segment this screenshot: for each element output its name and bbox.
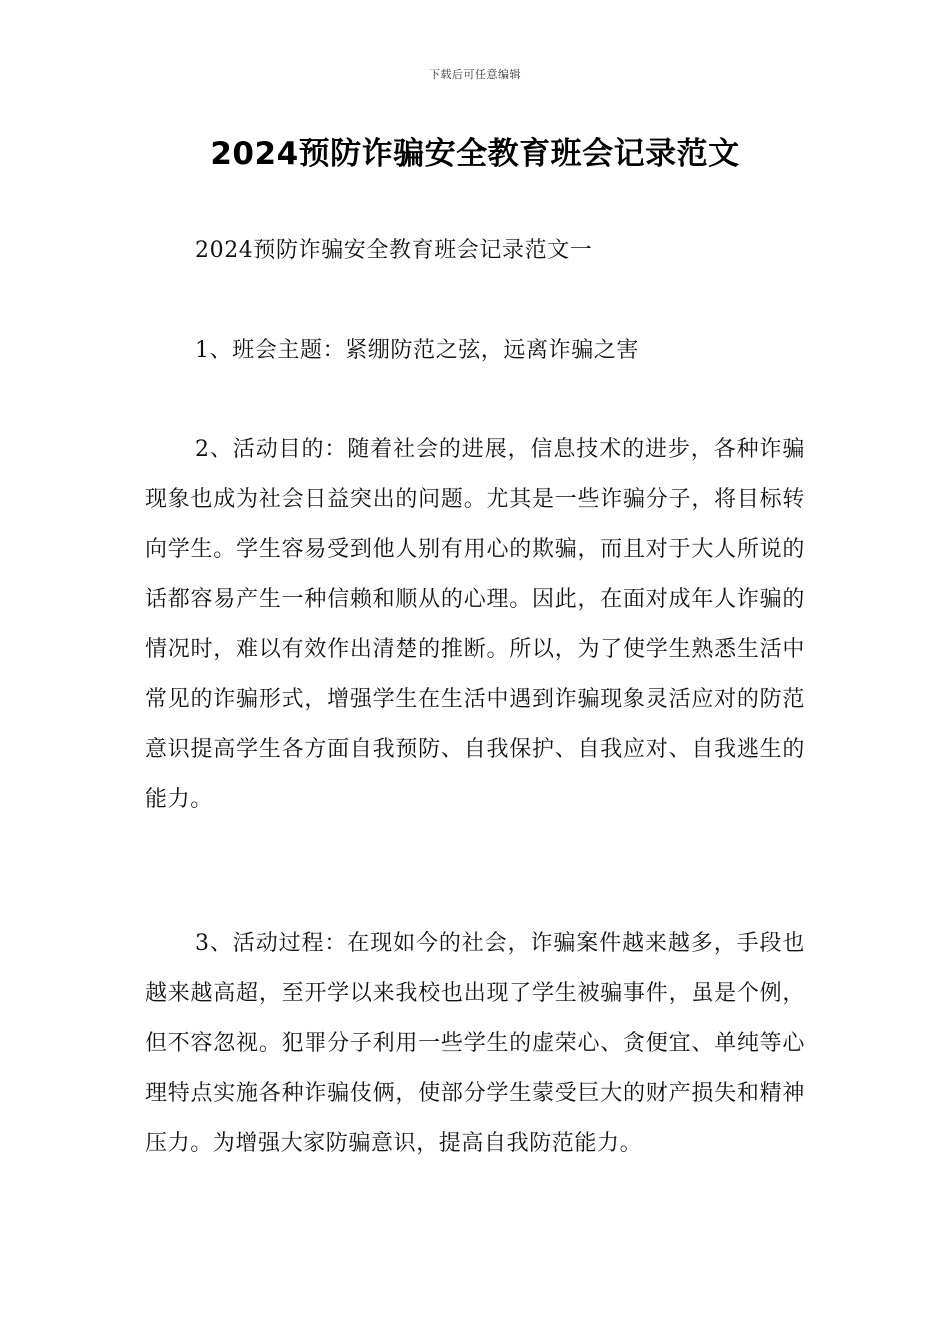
paragraph-activity-process: 3、活动过程：在现如今的社会，诈骗案件越来越多，手段也越来越高超，至开学以来我校也出现了学生被骗事件，虽是个例，但不容忽视。犯罪分子利用一些学生的虚荣心、贪便宜、单纯等心理特点实施各种诈骗伎俩，使部分学生蒙受巨大的财产损失和精神压力。为增强大家防骗意识，提高自我防范能力。 (145, 931, 805, 1156)
document-subtitle: 2024预防诈骗安全教育班会记录范文一 (195, 238, 593, 263)
paragraph-class-theme: 1、班会主题：紧绷防范之弦，远离诈骗之害 (195, 338, 639, 363)
header-note: 下载后可任意编辑 (429, 68, 521, 81)
paragraph-activity-purpose: 2、活动目的：随着社会的进展，信息技术的进步，各种诈骗现象也成为社会日益突出的问题。尤其是一些诈骗分子，将目标转向学生。学生容易受到他人别有用心的欺骗，而且对于大人所说的话都容易产生一种信赖和顺从的心理。因此，在面对成年人诈骗的情况时，难以有效作出清楚的推断。所以，为了使学生熟悉生活中常见的诈骗形式，增强学生在生活中遇到诈骗现象灵活应对的防范意识提高学生各方面自我预防、自我保护、自我应对、自我逃生的能力。 (145, 437, 805, 812)
document-title: 2024预防诈骗安全教育班会记录范文 (210, 136, 740, 172)
